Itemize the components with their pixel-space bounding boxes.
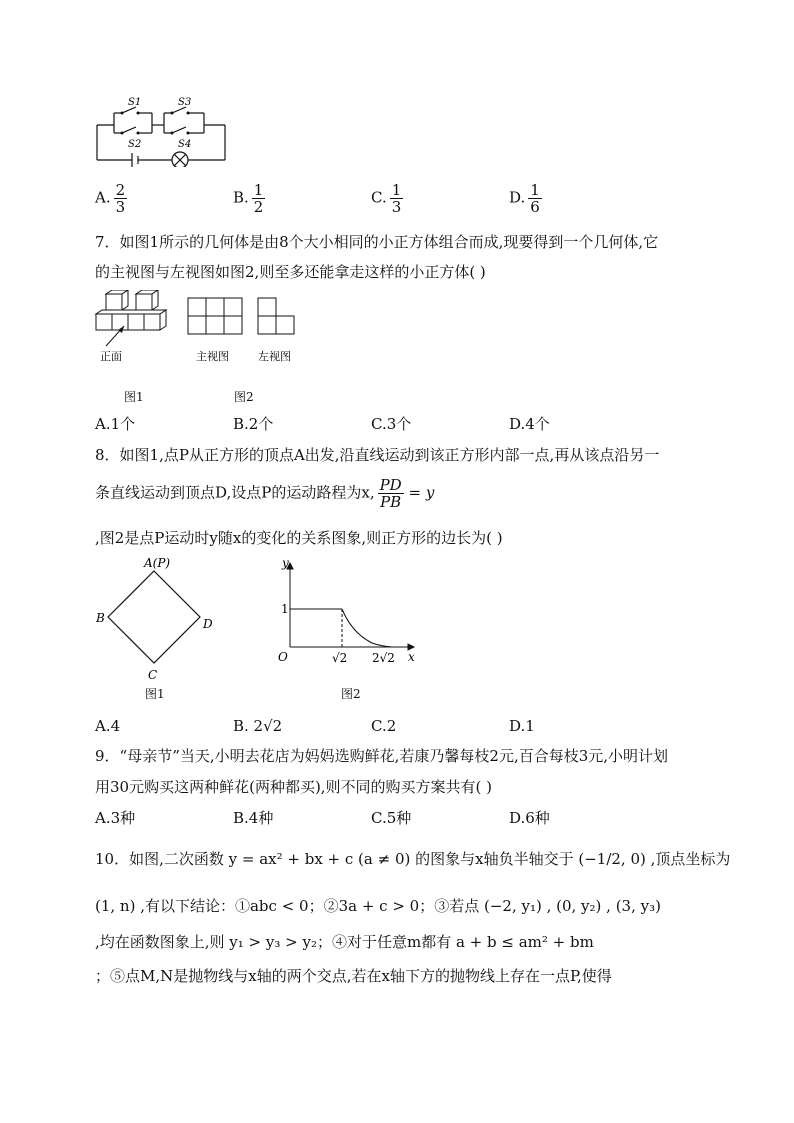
q9-line1: 9．“母亲节”当天,小明去花店为妈妈选购鲜花,若康乃馨每枝2元,百合每枝3元,小明计划 [95, 747, 669, 765]
tick-2r2: 2√2 [372, 651, 395, 665]
q7-option-c: C.3个 [371, 415, 412, 433]
label-b: B [96, 611, 105, 625]
tick-r2: √2 [332, 651, 348, 665]
q6-option-d: D. $\frac{1}{6}$ [509, 181, 540, 216]
q7-option-a: A.1个 [95, 415, 136, 433]
label-s3: S3 [178, 97, 192, 108]
q9-option-a: A.3种 [95, 809, 136, 827]
q7-option-b: B.2个 [233, 415, 274, 433]
q6-option-a: A. $\frac{2}{3}$ [95, 181, 126, 216]
q7-option-d: D.4个 [509, 415, 550, 433]
label-main-view: 主视图 [196, 350, 229, 363]
q6-option-c: C. $\frac{1}{3}$ [371, 181, 402, 216]
q10-line1: 10．如图,二次函数 y = ax² + bx + c (a ≠ 0) 的图象与x轴负半轴交于 (−1/2, 0) ,顶点坐标为 [95, 850, 731, 868]
q8-line1: 8．如图1,点P从正方形的顶点A出发,沿直线运动到该正方形内部一点,再从该点沿另一 [95, 446, 660, 464]
q8-option-b: B. 2√2 [233, 717, 283, 735]
label-s1: S1 [128, 97, 142, 108]
q9-line2: 用30元购买这两种鲜花(两种都买),则不同的购买方案共有( ) [95, 778, 493, 796]
label-left-view: 左视图 [258, 350, 291, 363]
q8-option-a: A.4 [95, 717, 121, 735]
q7-figures [92, 290, 312, 370]
label-s4: S4 [178, 139, 192, 150]
tick-one: 1 [281, 602, 289, 616]
q7-line2: 的主视图与左视图如图2,则至多还能拿走这样的小正方体( ) [95, 263, 486, 281]
q10-line4: ；⑤点M,N是抛物线与x轴的两个交点,若在x轴下方的抛物线上存在一点P,使得 [95, 967, 612, 985]
label-front: 正面 [100, 350, 122, 363]
q7-fig2-caption: 图2 [234, 390, 254, 404]
axis-y-label: y [282, 556, 289, 570]
q6-option-b: B. $\frac{1}{2}$ [233, 181, 264, 216]
q8-fig2-caption: 图2 [341, 687, 361, 701]
q9-option-d: D.6种 [509, 809, 550, 827]
label-a: A(P) [144, 556, 171, 570]
q7-fig1-caption: 图1 [124, 390, 144, 404]
q9-option-c: C.5种 [371, 809, 412, 827]
q8-square-figure [92, 555, 222, 705]
q8-fig1-caption: 图1 [145, 687, 165, 701]
q8-line2: 条直线运动到顶点D,设点P的运动路程为x, $\frac{PD}{PB}$ = y [95, 476, 435, 511]
q8-graph-figure [272, 555, 422, 675]
q8-option-c: C.2 [371, 717, 397, 735]
q7-line1: 7．如图1所示的几何体是由8个大小相同的小正方体组合而成,现要得到一个几何体,它 [95, 233, 659, 251]
label-c: C [148, 668, 158, 682]
label-s2: S2 [128, 139, 142, 150]
q8-line3: ,图2是点P运动时y随x的变化的关系图象,则正方形的边长为( ) [95, 529, 503, 547]
origin-label: O [278, 650, 288, 664]
label-d: D [203, 617, 213, 631]
q10-line2: (1, n) ,有以下结论：①abc < 0；②3a + c > 0；③若点 (−2, y₁) , (0, y₂) , (3, y₃) [95, 897, 661, 915]
q10-line3: ,均在函数图象上,则 y₁ > y₃ > y₂；④对于任意m都有 a + b ≤ am² + bm [95, 933, 594, 951]
q9-option-b: B.4种 [233, 809, 274, 827]
circuit-diagram [92, 95, 232, 167]
axis-x-label: x [408, 650, 415, 664]
q8-option-d: D.1 [509, 717, 535, 735]
